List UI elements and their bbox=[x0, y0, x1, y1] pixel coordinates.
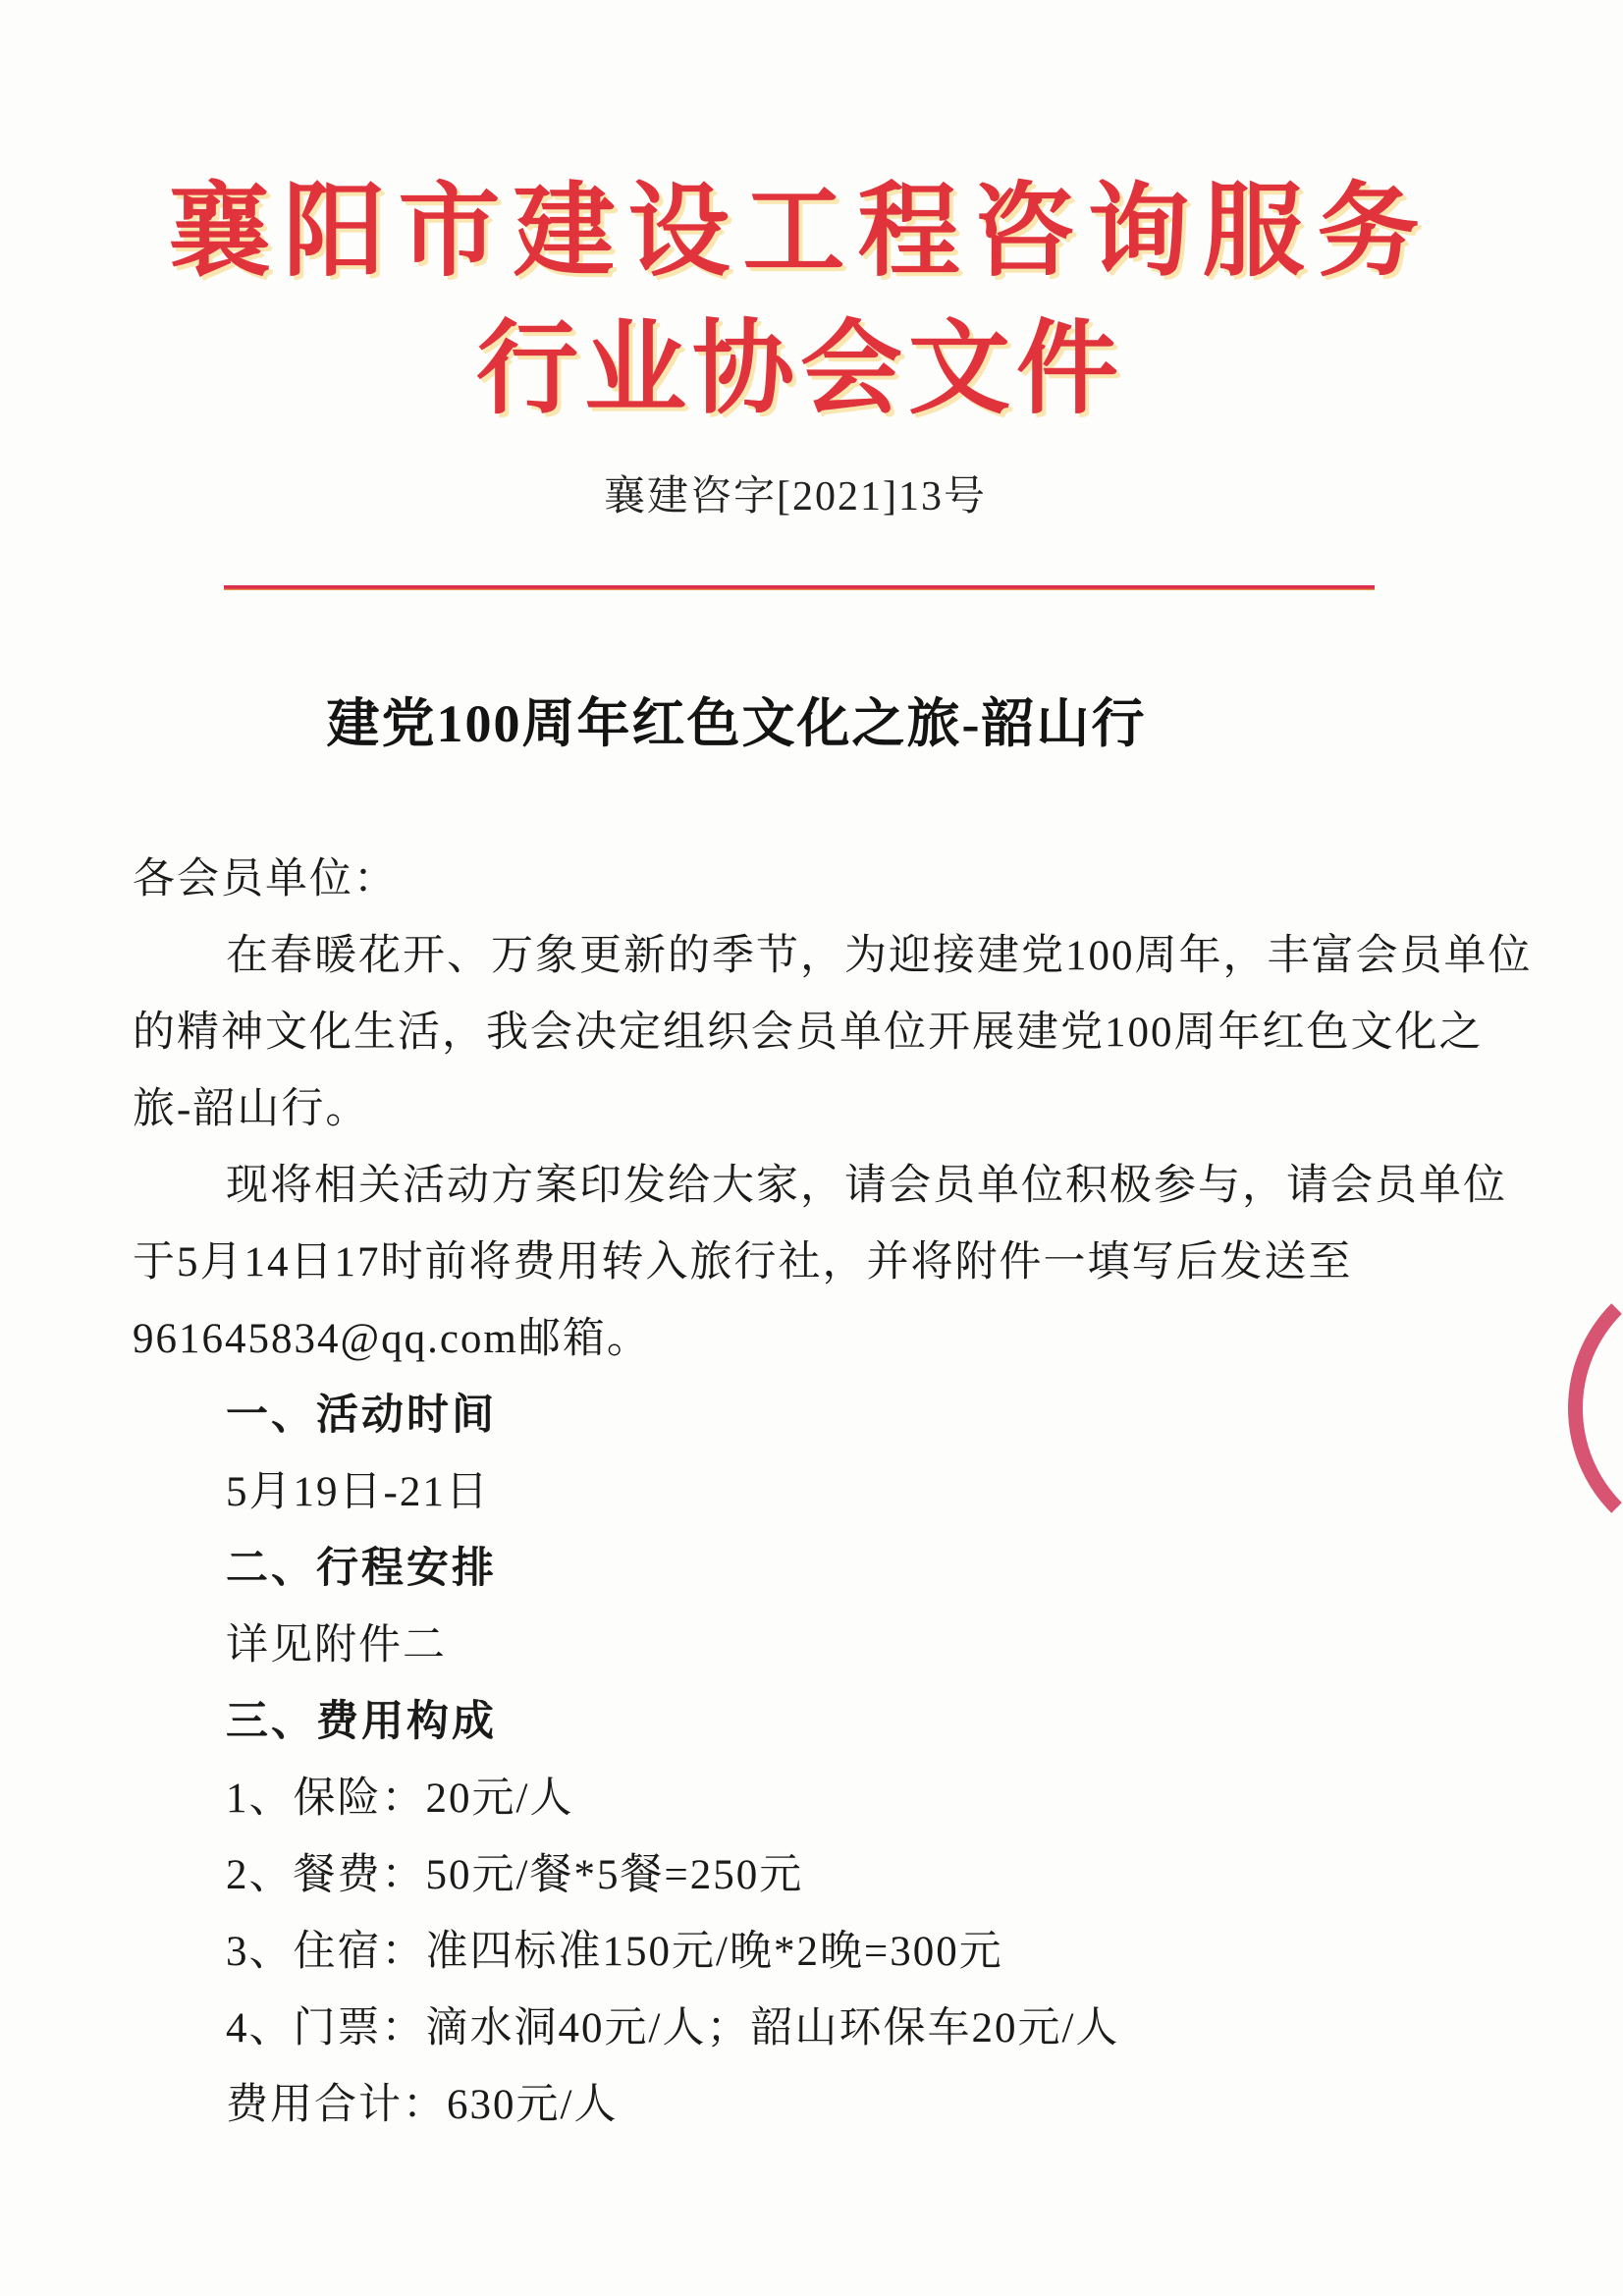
body-line: 在春暖花开、万象更新的季节，为迎接建党100周年，丰富会员单位 bbox=[226, 933, 1533, 979]
body-line: 旅-韶山行。 bbox=[133, 1086, 370, 1132]
body-line-cost-item: 3、住宿：准四标准150元/晚*2晚=300元 bbox=[226, 1929, 1003, 1975]
letterhead-title-line2: 行业协会文件 bbox=[475, 313, 1124, 426]
body-line-activity-date: 5月19日-21日 bbox=[226, 1469, 490, 1515]
section-heading-activity-time: 一、活动时间 bbox=[226, 1393, 497, 1439]
body-line-email: 961645834@qq.com邮箱。 bbox=[133, 1316, 651, 1362]
body-line-cost-total: 费用合计：630元/人 bbox=[226, 2082, 619, 2128]
body-line-itinerary-ref: 详见附件二 bbox=[226, 1622, 447, 1668]
body-line-cost-item: 2、餐费：50元/餐*5餐=250元 bbox=[226, 1852, 804, 1898]
body-line-salutation: 各会员单位： bbox=[133, 856, 398, 902]
body-line-cost-item: 4、门票：滴水洞40元/人；韶山环保车20元/人 bbox=[226, 2005, 1120, 2051]
body-line-cost-item: 1、保险：20元/人 bbox=[226, 1776, 574, 1822]
section-heading-itinerary: 二、行程安排 bbox=[226, 1546, 497, 1592]
red-divider-rule bbox=[224, 585, 1375, 590]
document-body bbox=[133, 842, 1533, 2144]
document-number: 襄建咨字[2021]13号 bbox=[604, 474, 987, 519]
letterhead-title-line1: 襄阳市建设工程咨询服务 bbox=[168, 176, 1433, 289]
red-seal-arc-icon bbox=[1568, 1260, 1623, 1557]
section-heading-cost: 三、费用构成 bbox=[226, 1699, 497, 1745]
body-line: 于5月14日17时前将费用转入旅行社，并将附件一填写后发送至 bbox=[133, 1239, 1353, 1285]
subject-heading: 建党100周年红色文化之旅-韶山行 bbox=[326, 694, 1147, 753]
body-line: 的精神文化生活，我会决定组织会员单位开展建党100周年红色文化之 bbox=[133, 1010, 1484, 1056]
body-line: 现将相关活动方案印发给大家，请会员单位积极参与，请会员单位 bbox=[226, 1163, 1507, 1209]
